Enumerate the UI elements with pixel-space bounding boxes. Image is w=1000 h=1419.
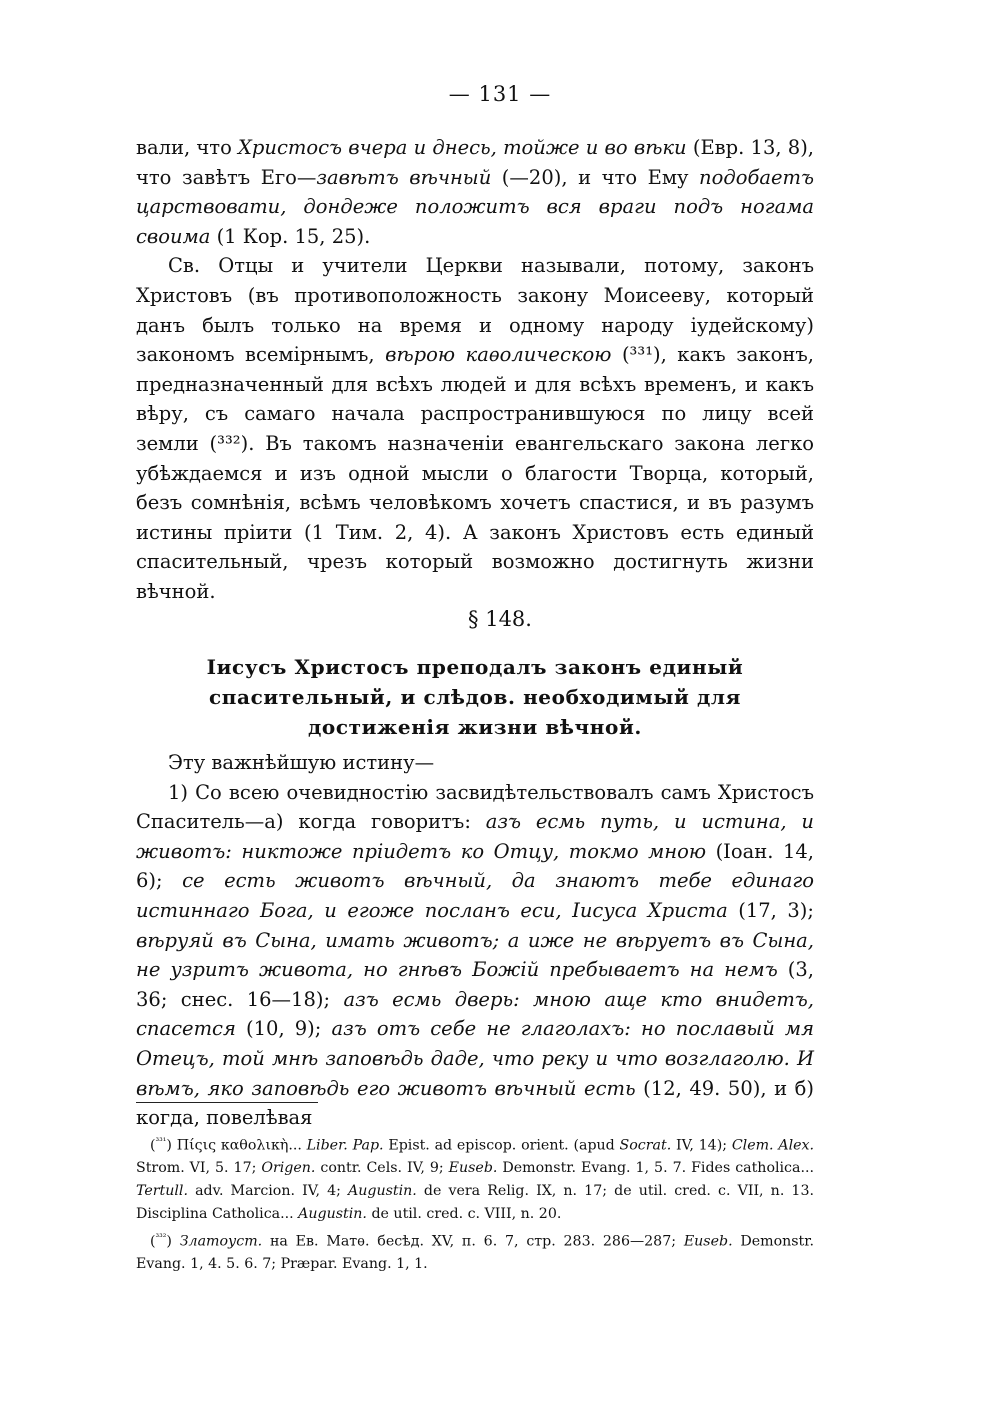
paragraph-point-1	[136, 778, 814, 1133]
page-number: — 131 —	[448, 82, 552, 106]
text-run: Demonstr. Evang. 1, 5. 7. Fides catholica...	[497, 1160, 814, 1177]
text-run: (3, 36; снес. 16—18);	[136, 958, 814, 1011]
italic-ref: Euseb.	[448, 1160, 498, 1177]
italic-quote: завѣтъ вѣчный	[316, 165, 492, 189]
footnote-mark: ³³¹	[155, 1137, 167, 1147]
section-title: Іисусъ Христосъ преподалъ законъ единый спасительный, и слѣдов. необходимый для достиженія жизни вѣчной.	[206, 655, 744, 739]
footnotes	[136, 1131, 814, 1278]
text-run: (17, 3);	[727, 898, 814, 922]
text-run: contr. Cels. IV, 9;	[315, 1160, 449, 1177]
text-run: на Ев. Матѳ. бесѣд. XV, п. 6. 7, стр. 283. 286—287;	[262, 1233, 684, 1250]
text-run: IV, 14);	[671, 1137, 732, 1154]
text-run: Strom. VI, 5. 17;	[136, 1160, 262, 1177]
italic-quote: се есть животъ вѣчный, да знаютъ тебе единаго истиннаго Бога, и егоже посланъ еси, Іисуса Христа	[136, 869, 814, 922]
italic-ref: Tertull.	[136, 1182, 188, 1199]
text-run: (12, 49. 50), и б) когда, повелѣвая	[136, 1076, 814, 1130]
footnote-331: ($^{^{331}}$) Πίςις καθολικὴ... Liber. Pap. Epist. ad episcop. orient. (apud Socrat. IV, 14); Clem. Alex. Strom. VI, 5. 17; Origen. contr. Cels. IV, 9; Euseb. Demonstr. Evang. 1, 5. 7. Fides catholica... Tertull. adv. Marcion. IV, 4; Augustin. de vera Relig. IX, n. 17; de util. cred. c. VII, n. 13. Disciplina Catholica... Augustin. de util. cred. c. VIII, n. 20.	[136, 1137, 815, 1222]
italic-ref: Augustin.	[348, 1182, 417, 1199]
text-run: 1) Со всею очевидностію засвидѣтельствовалъ самъ Христосъ Спаситель—а) когда говоритъ:	[136, 780, 814, 834]
text-run: (1 Кор. 15, 25).	[210, 224, 371, 248]
footnote-mark: ³³²	[155, 1233, 167, 1244]
text-run: de util. cred. c. VIII, n. 20.	[366, 1205, 562, 1222]
text-run: (³³¹), какъ законъ, предназначенный для всѣхъ людей и для всѣхъ временъ, и какъ вѣру, съ самаго начала распространившуюся по лицу всей земли (³³²). Въ такомъ назначеніи евангельскаго закона легко убѣждаемся и изъ одной мысли о благости Творца, который, безъ сомнѣнія, всѣмъ человѣкомъ хочетъ спастися, и въ разумъ истины пріити (1 Тим. 2, 4). А законъ Христовъ есть единый спасительный, чрезъ который возможно достигнуть жизни вѣчной.	[136, 343, 814, 603]
text-run: вали, что	[136, 136, 239, 159]
text-run: Св. Отцы и учители Церкви называли, потому, законъ Христовъ (въ противоположность закону Моисееву, который данъ былъ только на время и одному народу іудейскому) закономъ всемірнымъ,	[136, 254, 814, 367]
text-run: (Іоан. 14, 6);	[136, 839, 815, 893]
italic-ref: Origen.	[261, 1160, 316, 1177]
text-run: (Евр. 13, 8), что завѣтъ Его—	[136, 136, 814, 189]
italic-ref: Златоуст.	[179, 1233, 263, 1250]
italic-ref: Augustin.	[298, 1205, 367, 1222]
italic-quote: вѣрою каѳолическою	[385, 343, 612, 367]
italic-quote: азъ есмь путь, и истина, и животъ: никтоже пріидетъ ко Отцу, токмо мною	[136, 810, 814, 863]
text-run: adv. Marcion. IV, 4;	[187, 1182, 349, 1199]
text-run: (10, 9);	[235, 1017, 332, 1041]
italic-quote: подобаетъ царствовати, дондеже положитъ вся враги подъ ногама своима	[136, 165, 814, 248]
italic-ref: Socrat.	[619, 1137, 672, 1154]
text-run: Demonstr. Evang. 1, 4. 5. 6. 7; Præpar. Evang. 1, 1.	[136, 1233, 814, 1273]
italic-quote: азъ отъ себе не глаголахъ: но пославый мя Отецъ, той мнѣ заповѣдь даде, что реку и что возглаголю. И вѣмъ, яко заповѣдь его животъ вѣчный есть	[136, 1017, 814, 1100]
italic-quote: азъ есмь дверь: мною аще кто внидетъ, спасется	[136, 987, 815, 1041]
intro-line: Эту важнѣйшую истину—	[168, 751, 435, 774]
text-run: de vera Relig. IX, n. 17; de util. cred. c. VII, n. 13. Disciplina Catholica...	[136, 1182, 814, 1222]
italic-quote: вѣруяй въ Сына, имать животъ; а иже не вѣруетъ въ Сына, не узритъ живота, но гнѣвъ Божій пребываетъ на немъ	[136, 928, 814, 982]
paragraph-continuation	[136, 133, 814, 251]
text-run: (—20), и что Ему	[491, 165, 700, 189]
italic-ref: Clem. Alex.	[731, 1137, 815, 1154]
text-run: Epist. ad episcop. orient. (apud	[383, 1137, 620, 1154]
italic-ref: Liber. Pap.	[306, 1137, 384, 1154]
section-number: § 148.	[468, 607, 532, 631]
footnote-332: ($^{^{332}}$) Златоуст. на Ев. Матѳ. бесѣд. XV, п. 6. 7, стр. 283. 286—287; Euseb. Demonstr. Evang. 1, 4. 5. 6. 7; Præpar. Evang. 1, 1.	[136, 1233, 814, 1273]
footnote-divider	[136, 1102, 318, 1103]
paragraph-church-fathers	[136, 251, 814, 606]
text-block-upper	[136, 133, 814, 607]
italic-ref: Euseb.	[683, 1233, 733, 1250]
text-run: ) Πίςις καθολικὴ...	[166, 1137, 307, 1154]
italic-quote: Христосъ вчера и днесь, тойже и во вѣки	[238, 136, 687, 159]
text-block-lower	[136, 748, 814, 1133]
text-run: )	[166, 1233, 180, 1250]
